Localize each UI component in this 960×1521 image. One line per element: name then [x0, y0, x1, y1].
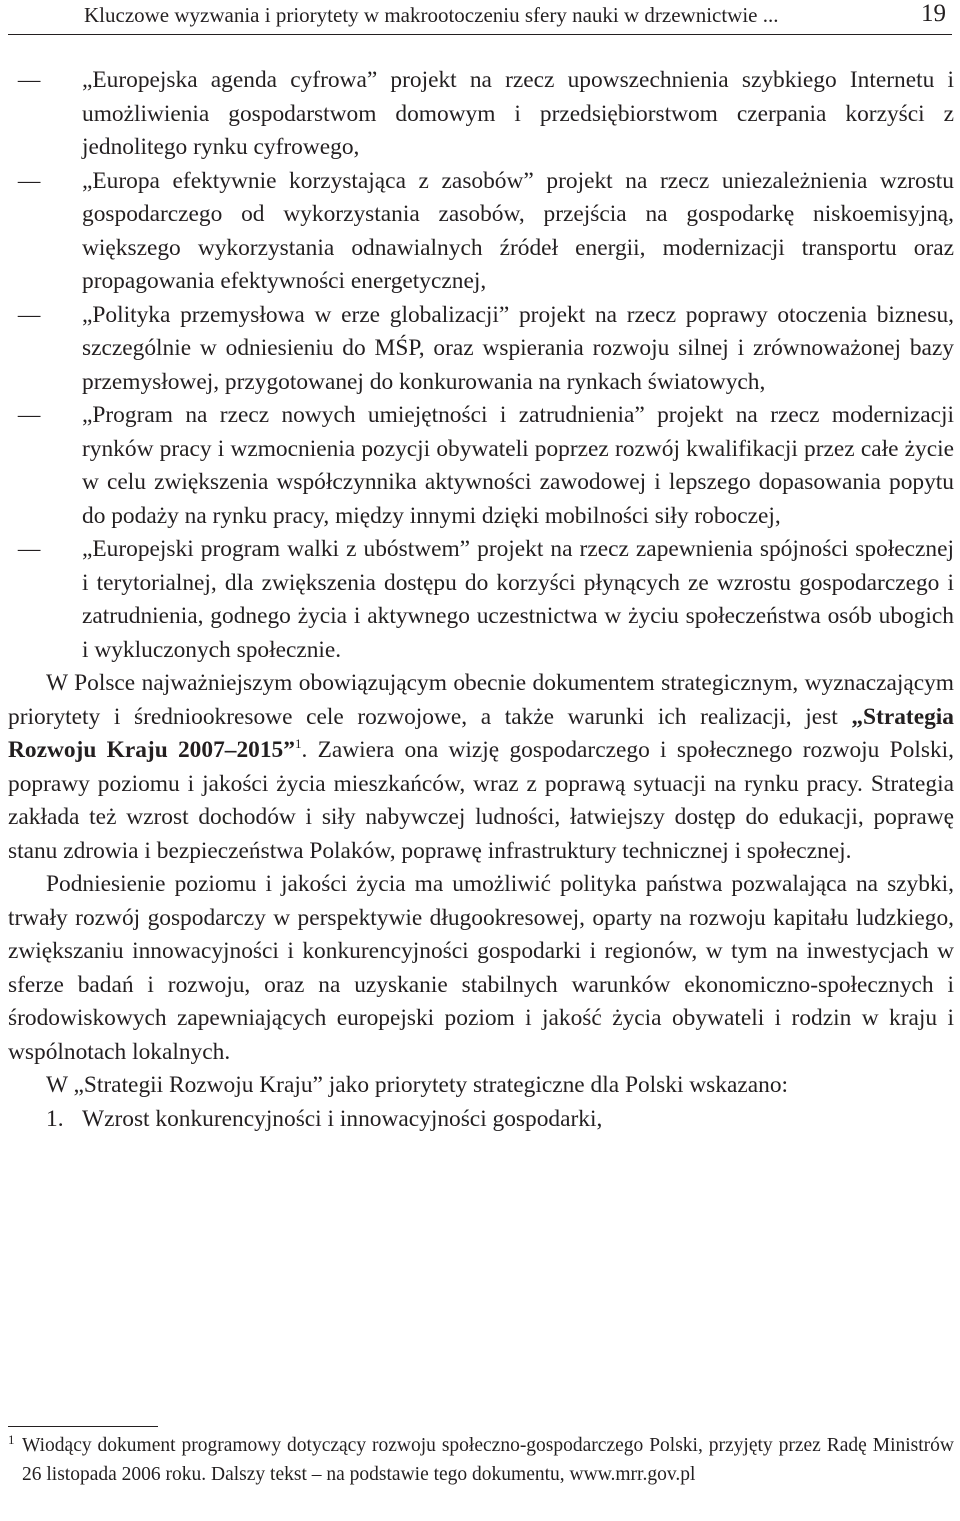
dash-bullet	[18, 399, 58, 433]
body-text	[8, 64, 954, 1136]
priority-number: 1.	[46, 1105, 64, 1132]
dash-bullet	[18, 533, 58, 567]
list-item	[8, 399, 954, 533]
list-item-text: „Polityka przemysłowa w erze globalizacji” projekt na rzecz poprawy otoczenia biznesu, szczególnie w odniesieniu do MŚP, oraz wspierania rozwoju silnej i zrównoważonej bazy przemysłowej, przygotowanej do konkurowania na rynkach światowych,	[82, 301, 954, 395]
list-item	[8, 299, 954, 400]
footnote-mark: 1	[8, 1432, 15, 1447]
running-header	[84, 0, 952, 32]
dash-bullet	[18, 165, 58, 199]
page-number: 19	[921, 0, 946, 27]
list-item-text: „Europejski program walki z ubóstwem” projekt na rzecz zapewnienia spójności społecznej i terytorialnej, dla zwiększenia dostępu do korzyści płynących ze wzrostu gospodarczego i zatrudnienia, godnego życia i aktywnego uczestnictwa w życiu społeczeństwa osób ubogich i wykluczonych społecznie.	[82, 536, 954, 663]
footnote	[8, 1431, 954, 1489]
list-item-text: „Program na rzecz nowych umiejętności i zatrudnienia” projekt na rzecz modernizacji rynków pracy i wzmocnienia pozycji obywateli poprzez rozwój kwalifikacji przez całe życie w celu zwiększenia współczynnika aktywności zawodowej i lepszego dopasowania popytu do podaży na rynku pracy, między innymi dzięki mobilności siły roboczej,	[82, 402, 954, 529]
priorities-intro: W „Strategii Rozwoju Kraju” jako priorytety strategiczne dla Polski wskazano:	[46, 1072, 789, 1098]
list-item	[8, 64, 954, 165]
dash-bullet	[18, 64, 58, 98]
header-rule	[8, 34, 952, 35]
priority-text: Wzrost konkurencyjności i innowacyjności gospodarki,	[82, 1105, 603, 1132]
footnote-rule	[8, 1426, 158, 1427]
policy-paragraph: Podniesienie poziomu i jakości życia ma umożliwić polityka państwa pozwalająca na szybki, trwały rozwój gospodarczy w perspektywie długookresowej, oparty na rozwoju kapitału ludzkiego, zwiększaniu innowacyjności i konkurencyjności gospodarki i regionów, w tym na inwestycjach w sferze badań i rozwoju, oraz na uzyskanie stabilnych warunków ekonomiczno-społecznych i środowiskowych zapewniających europejski poziom i jakość życia obywateli i rodzin w kraju i wspólnotach lokalnych.	[8, 871, 954, 1065]
list-item-text: „Europejska agenda cyfrowa” projekt na rzecz upowszechnienia szybkiego Internetu i umożliwienia gospodarstwom domowym i przedsiębiorstwom czerpania korzyści z jednolitego rynku cyfrowego,	[82, 67, 954, 160]
dash-bullet	[18, 299, 58, 333]
footnote-text: Wiodący dokument programowy dotyczący rozwoju społeczno-gospodarczego Polski, przyjęty przez Radę Ministrów 26 listopada 2006 roku. Dalszy tekst – na podstawie tego dokumentu, www.mrr.gov.pl	[22, 1435, 954, 1485]
flagship-initiatives-list	[8, 64, 954, 667]
strategy-paragraph: W Polsce najważniejszym obowiązującym obecnie dokumentem strategicznym, wyznaczającym priorytety i średniookresowe cele rozwojowe, a także warunki ich realizacji, jest „Strategia Rozwoju Kraju 2007–2015”$^1$. Zawiera ona wizję gospodarczego i społecznego rozwoju Polski, poprawy poziomu i jakości życia mieszkańców, wraz z poprawą sytuacji na rynku pracy. Strategia zakłada też wzrost dochodów i siły nabywczej ludności, łatwiejszy dostęp do edukacji, poprawę stanu zdrowia i bezpieczeństwa Polaków, poprawę infrastruktury technicznej i społecznej.	[8, 670, 954, 864]
list-item-text: „Europa efektywnie korzystająca z zasobów” projekt na rzecz uniezależnienia wzrostu gospodarczego od wykorzystania zasobów, przejścia na gospodarkę niskoemisyjną, większego wykorzystania odnawialnych źródeł energii, modernizacji transportu oraz propagowania efektywności energetycznej,	[82, 167, 954, 294]
footnote-reference[interactable]: 1	[294, 736, 302, 752]
priority-item	[8, 1103, 954, 1137]
list-item	[8, 165, 954, 299]
list-item	[8, 533, 954, 667]
running-title: Kluczowe wyzwania i priorytety w makrootoczeniu sfery nauki w drzewnictwie ...	[84, 3, 779, 27]
strategy-title: „Strategia Rozwoju Kraju 2007–2015”	[8, 703, 954, 763]
